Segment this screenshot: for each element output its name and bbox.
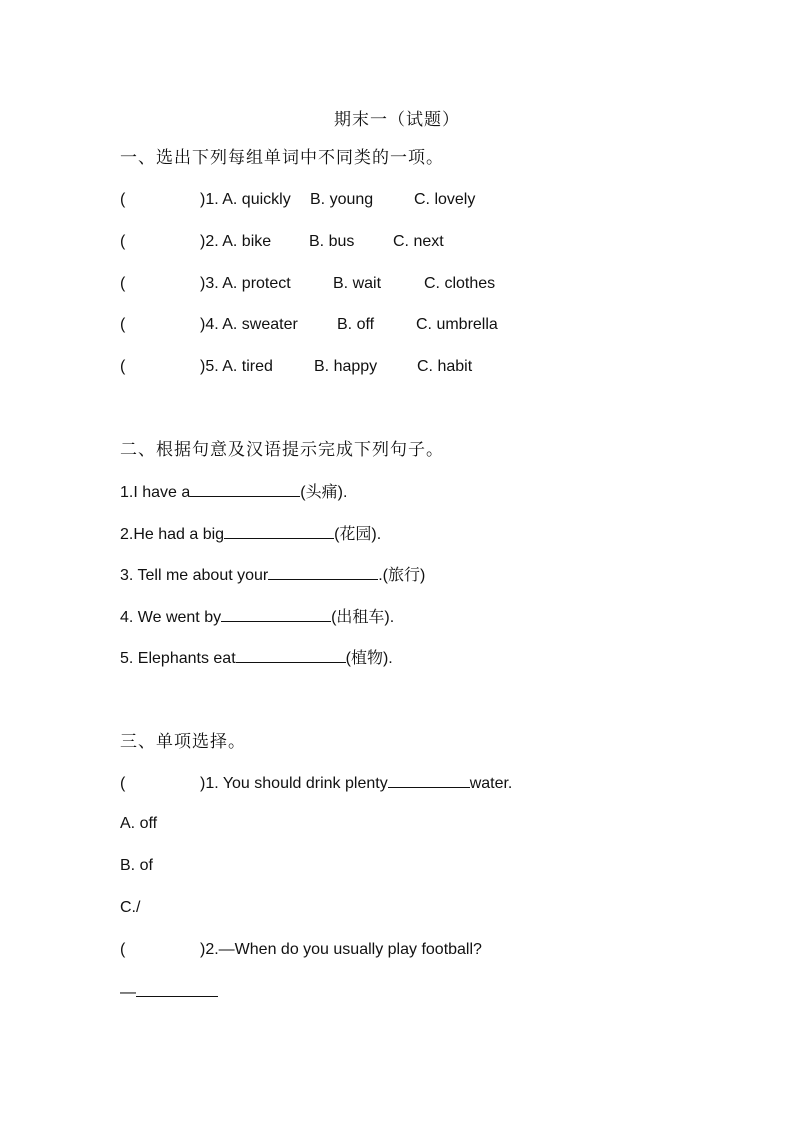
paren: ( [120, 358, 126, 375]
paren: ( [120, 275, 126, 292]
sentence-start: 4. We went by [120, 609, 222, 626]
sentence-hint: (出租车). [331, 609, 395, 626]
answer-blank[interactable] [224, 524, 334, 539]
section1-heading: 一、选出下列每组单词中不同类的一项。 [120, 148, 444, 167]
section2-heading: 二、根据句意及汉语提示完成下列句子。 [120, 440, 444, 459]
answer-blank[interactable] [136, 982, 218, 997]
section3-heading: 三、单项选择。 [120, 732, 246, 751]
option-c: C. lovely [414, 191, 476, 208]
s1-question-1 [120, 190, 475, 210]
option-b: B. off [337, 316, 375, 333]
option-c: C. habit [417, 358, 473, 375]
option-c: C. clothes [424, 275, 496, 292]
option-b: B. wait [333, 275, 382, 292]
page-title: 期末一（试题） [334, 110, 460, 129]
q-number-option-a: )2. A. bike [200, 233, 272, 250]
paren: ( [120, 316, 126, 333]
s3-q1-option-b: B. of [120, 857, 153, 874]
option-c: C. umbrella [416, 316, 498, 333]
question-text: )1. You should drink plenty [200, 775, 388, 792]
option-c: C. next [393, 233, 444, 250]
sentence-start: 1.I have a [120, 484, 191, 501]
sentence-start: 2.He had a big [120, 526, 225, 543]
s2-question-3 [120, 565, 425, 586]
answer-blank[interactable] [388, 773, 470, 788]
sentence-hint: (花园). [334, 526, 382, 543]
paren: ( [120, 775, 126, 792]
q-number-option-a: )1. A. quickly [200, 191, 291, 208]
s2-question-4 [120, 607, 394, 628]
s1-question-5 [120, 357, 472, 377]
answer-blank[interactable] [268, 565, 378, 580]
s2-question-2 [120, 524, 381, 545]
s3-q1-option-c: C./ [120, 899, 141, 916]
q-number-option-a: )3. A. protect [200, 275, 291, 292]
s1-question-2 [120, 232, 444, 252]
s3-q1-option-a: A. off [120, 815, 158, 832]
dash: — [120, 984, 136, 1001]
sentence-hint: .(旅行) [378, 567, 426, 584]
q-number-option-a: )5. A. tired [200, 358, 273, 375]
s2-question-5 [120, 648, 393, 669]
option-b: B. happy [314, 358, 378, 375]
s3-question-2 [120, 940, 482, 960]
answer-blank[interactable] [236, 648, 346, 663]
s3-q2-answer-line [120, 982, 218, 1003]
answer-blank[interactable] [190, 482, 300, 497]
s2-question-1 [120, 482, 347, 503]
sentence-hint: (植物). [345, 650, 393, 667]
paren: ( [120, 941, 126, 958]
option-b: B. young [310, 191, 374, 208]
q-number-option-a: )4. A. sweater [200, 316, 298, 333]
question-text: )2.—When do you usually play football? [200, 941, 482, 958]
s3-question-1 [120, 773, 512, 794]
option-b: B. bus [309, 233, 355, 250]
sentence-start: 5. Elephants eat [120, 650, 236, 667]
sentence-hint: (头痛). [300, 484, 348, 501]
answer-blank[interactable] [221, 607, 331, 622]
s1-question-3 [120, 274, 495, 294]
s1-question-4 [120, 315, 498, 335]
paren: ( [120, 191, 126, 208]
sentence-start: 3. Tell me about your [120, 567, 269, 584]
paren: ( [120, 233, 126, 250]
question-text-end: water. [469, 775, 513, 792]
